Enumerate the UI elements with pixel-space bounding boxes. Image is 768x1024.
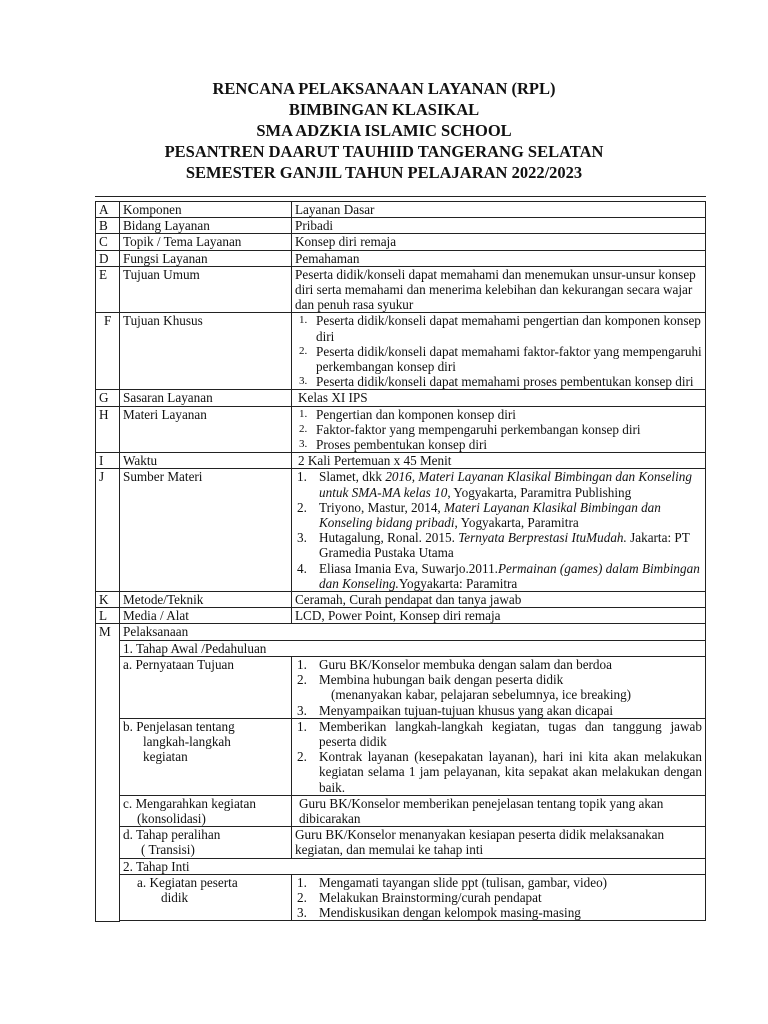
row-label: Waktu: [120, 453, 292, 469]
list-item: 2. Peserta didik/konseli dapat memahami faktor-faktor yang mempengaruhi perkembangan konsep diri: [299, 343, 702, 375]
row-code: K: [96, 592, 120, 608]
row-value: Ceramah, Curah pendapat dan tanya jawab: [292, 592, 706, 608]
document-header: [0, 78, 768, 183]
kegiatan-peserta-value: [292, 874, 706, 921]
row-label: Pelaksanaan: [120, 624, 706, 640]
table-row: [96, 624, 706, 640]
row-code: M: [96, 624, 120, 921]
penjelasan-value: [292, 718, 706, 795]
title-line-3: SMA ADZKIA ISLAMIC SCHOOL: [256, 121, 512, 140]
row-code: J: [96, 469, 120, 592]
table-row: [96, 795, 706, 826]
row-value: 2 Kali Pertemuan x 45 Menit: [292, 453, 706, 469]
list-item: 1. Memberikan langkah-langkah kegiatan, tugas dan tanggung jawab peserta didik: [297, 718, 702, 749]
row-label: Tujuan Khusus: [120, 313, 292, 390]
list-item: 2. Triyono, Mastur, 2014, Materi Layanan Klasikal Bimbingan dan Konseling bidang pribadi, Yogyakarta, Paramitra: [297, 499, 661, 531]
title-line-2: BIMBINGAN KLASIKAL: [288, 100, 480, 119]
row-value: Layanan Dasar: [292, 202, 706, 218]
list-item: 2. Membina hubungan baik dengan peserta didik: [297, 672, 564, 688]
table-row: [96, 266, 706, 313]
table-row: [96, 656, 706, 718]
row-code: F: [96, 313, 120, 390]
list-item: (menanyakan kabar, pelajaran sebelumnya, ice breaking): [331, 687, 632, 703]
row-label: Materi Layanan: [120, 406, 292, 453]
row-value: Pribadi: [292, 218, 706, 234]
row-value: [292, 406, 706, 453]
materi-layanan-list: [295, 407, 702, 453]
table-row: [96, 406, 706, 453]
row-value: [292, 313, 706, 390]
row-code: G: [96, 390, 120, 406]
row-code: B: [96, 218, 120, 234]
table-row: [96, 469, 706, 592]
row-label: Sumber Materi: [120, 469, 292, 592]
mengarahkan-label: c. Mengarahkan kegiatan (konsolidasi): [120, 795, 292, 826]
table-row: [96, 608, 706, 624]
row-code: L: [96, 608, 120, 624]
list-item: 2. Melakukan Brainstorming/curah pendapat: [297, 889, 542, 905]
list-item: 3. Hutagalung, Ronal. 2015. Ternyata Berprestasi ItuMudah. Jakarta: PT Gramedia Pustaka Utama: [297, 530, 690, 561]
row-value: Kelas XI IPS: [292, 390, 706, 406]
table-row: [96, 390, 706, 406]
row-label: Komponen: [120, 202, 292, 218]
list-item: 1. Peserta didik/konseli dapat memahami pengertian dan komponen konsep diri: [299, 313, 701, 344]
list-item: 2. Faktor-faktor yang mempengaruhi perkembangan konsep diri: [299, 421, 641, 437]
mengarahkan-value: Guru BK/Konselor memberikan penejelasan tentang topik yang akan dibicarakan: [292, 795, 706, 826]
row-label: Sasaran Layanan: [120, 390, 292, 406]
table-row: [96, 718, 706, 795]
list-item: 1. Guru BK/Konselor membuka dengan salam dan berdoa: [297, 656, 612, 672]
row-value: Peserta didik/konseli dapat memahami dan menemukan unsur-unsur konsep diri serta memahami dan menerima kelebihan dan kekurangan secara wajar dan penuh rasa syukur: [292, 266, 706, 313]
row-value: Konsep diri remaja: [292, 234, 706, 250]
tahap-awal-heading: 1. Tahap Awal /Pedahuluan: [120, 640, 706, 656]
table-row: [96, 858, 706, 874]
row-code: C: [96, 234, 120, 250]
row-code: A: [96, 202, 120, 218]
title-line-5: SEMESTER GANJIL TAHUN PELAJARAN 2022/2023: [185, 163, 583, 182]
list-item: 1. Mengamati tayangan slide ppt (tulisan, gambar, video): [297, 874, 608, 890]
row-label: Media / Alat: [120, 608, 292, 624]
row-code: E: [96, 266, 120, 313]
list-item: 3. Menyampaikan tujuan-tujuan khusus yang akan dicapai: [297, 702, 614, 718]
table-row: [96, 313, 706, 390]
row-label: Metode/Teknik: [120, 592, 292, 608]
table-row: [96, 640, 706, 656]
table-row: [96, 827, 706, 858]
table-row: [96, 921, 706, 922]
pernyataan-tujuan-label: a. Pernyataan Tujuan: [120, 656, 292, 718]
row-code: D: [96, 250, 120, 266]
list-item: 3. Mendiskusikan dengan kelompok masing-masing: [297, 905, 581, 921]
pernyataan-tujuan-value: [292, 656, 706, 718]
table-row: [96, 874, 706, 921]
row-code: H: [96, 406, 120, 453]
row-label: Bidang Layanan: [120, 218, 292, 234]
row-value: LCD, Power Point, Konsep diri remaja: [292, 608, 706, 624]
tujuan-khusus-list: [295, 313, 702, 389]
tahap-inti-heading: 2. Tahap Inti: [120, 858, 706, 874]
row-value: Pemahaman: [292, 250, 706, 266]
peralihan-label: d. Tahap peralihan ( Transisi): [120, 827, 292, 858]
list-item: 3. Peserta didik/konseli dapat memahami proses pembentukan konsep diri: [299, 374, 694, 390]
rpl-table: [95, 201, 706, 922]
list-item: 1. Slamet, dkk 2016, Materi Layanan Klasikal Bimbingan dan Konseling untuk SMA-MA kelas 10, Yogyakarta, Paramitra Publishing: [297, 469, 692, 500]
peralihan-value: Guru BK/Konselor menanyakan kesiapan peserta didik melaksanakan kegiatan, dan memulai ke tahap inti: [292, 827, 706, 858]
kegiatan-peserta-label: a. Kegiatan peserta didik: [120, 874, 292, 921]
penjelasan-label: b. Penjelasan tentang langkah-langkah kegiatan: [120, 718, 292, 795]
list-item: 1. Pengertian dan komponen konsep diri: [299, 406, 516, 422]
header-divider: [95, 196, 706, 197]
table-row: [96, 453, 706, 469]
row-label: Topik / Tema Layanan: [120, 234, 292, 250]
list-item: 4. Eliasa Imania Eva, Suwarjo.2011.Permainan (games) dalam Bimbingan dan Konseling.Yogyakarta: Paramitra: [297, 560, 700, 591]
row-label: Tujuan Umum: [120, 266, 292, 313]
table-row: [96, 250, 706, 266]
table-row: [96, 234, 706, 250]
table-row: [96, 218, 706, 234]
list-item: 3. Proses pembentukan konsep diri: [299, 437, 488, 453]
list-item: 2. Kontrak layanan (kesepakatan layanan), hari ini kita akan melakukan kegiatan selama 1 jam pelayanan, kita sepakat akan melakukan dengan baik.: [297, 749, 702, 795]
row-code: I: [96, 453, 120, 469]
row-value: [292, 469, 706, 592]
table-end: [120, 921, 706, 922]
table-row: [96, 202, 706, 218]
table-row: [96, 592, 706, 608]
title-line-4: PESANTREN DAARUT TAUHIID TANGERANG SELATAN: [164, 142, 604, 161]
title-line-1: RENCANA PELAKSANAAN LAYANAN (RPL): [212, 79, 556, 98]
row-label: Fungsi Layanan: [120, 250, 292, 266]
sumber-materi-list: [295, 469, 702, 591]
